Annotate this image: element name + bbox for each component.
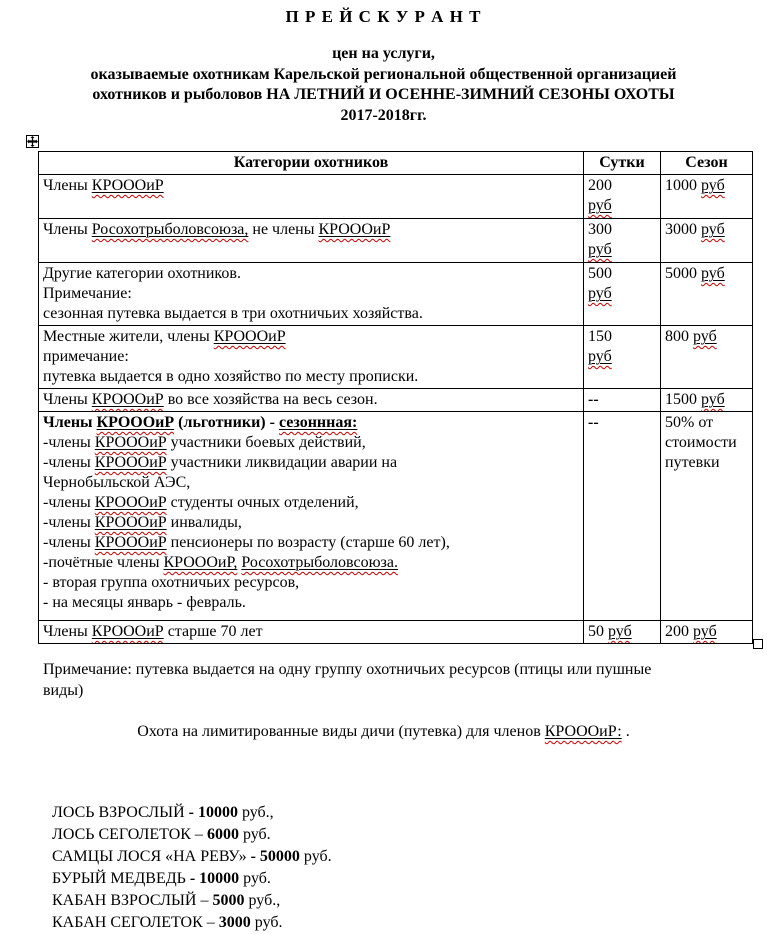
text-segment: руб	[588, 348, 612, 365]
cell-line	[588, 413, 656, 433]
text-segment: -члены	[43, 454, 95, 471]
text-segment: Росохотрыболовсоюза.	[241, 554, 398, 571]
text-segment: участники ликвидации аварии на	[166, 454, 398, 471]
text-segment: - 10000	[189, 870, 240, 887]
text-segment: пенсионеры по возрасту (старше 60 лет),	[166, 534, 450, 551]
cell-line	[43, 220, 579, 240]
text-segment: руб.	[238, 826, 271, 843]
table-cell	[661, 621, 753, 644]
text-segment: руб.,	[237, 804, 274, 821]
text-segment: 300	[588, 221, 612, 238]
text-segment: руб	[693, 328, 717, 345]
price-list-item	[52, 802, 332, 824]
document-title: П Р Е Й С К У Р А Н Т	[285, 7, 482, 26]
text-segment: ЛОСЬ ВЗРОСЛЫЙ	[52, 804, 189, 821]
cell-line	[588, 327, 656, 347]
text-segment: 200	[588, 177, 612, 194]
text-segment: БУРЫЙ МЕДВЕДЬ	[52, 870, 190, 887]
text-segment: сезонная путевка выдается в три охотничьих хозяйства.	[43, 305, 423, 322]
cell-line	[665, 220, 748, 240]
cell-line	[43, 593, 579, 613]
text-segment: руб	[693, 623, 717, 640]
price-table-body	[39, 175, 753, 644]
text-segment: 5000	[212, 892, 245, 909]
text-segment: 6000	[206, 826, 239, 843]
text-segment: 5000	[665, 265, 701, 282]
cell-line	[665, 453, 748, 473]
text-segment: ЛОСЬ СЕГОЛЕТОК –	[52, 826, 207, 843]
text-segment: руб	[588, 197, 612, 214]
text-segment: 150	[588, 328, 612, 345]
text-segment: - 10000	[188, 804, 238, 821]
text-segment: КРОООиР	[96, 414, 175, 431]
text-segment: КРОООиР	[91, 623, 164, 640]
subtitle-line: охотников и рыболовов НА ЛЕТНИЙ И ОСЕННЕ-ЗИМНИЙ СЕЗОНЫ ОХОТЫ	[92, 86, 675, 103]
price-table	[38, 151, 753, 644]
table-cell	[39, 389, 584, 412]
text-segment: .	[621, 723, 630, 740]
text-segment: Члены	[43, 221, 92, 238]
cell-line	[43, 473, 579, 493]
text-segment: -члены	[43, 434, 95, 451]
table-row	[39, 175, 753, 219]
cell-line	[588, 220, 656, 240]
text-segment: Примечание:	[43, 285, 132, 302]
text-segment: КРОООиР	[318, 221, 391, 238]
text-segment: участники боевых действий,	[166, 434, 366, 451]
table-row	[39, 326, 753, 389]
text-segment: Чернобыльской АЭС,	[43, 474, 191, 491]
text-segment: руб	[588, 241, 612, 258]
text-segment: руб.	[250, 914, 283, 931]
table-move-handle[interactable]	[26, 135, 39, 148]
table-row	[39, 263, 753, 326]
note-line: Примечание: путевка выдается на одну группу охотничьих ресурсов (птицы или пушные	[43, 661, 652, 678]
text-segment: студенты очных отделений,	[166, 494, 359, 511]
cell-line	[665, 390, 748, 410]
table-header-row	[39, 152, 753, 175]
text-segment: Члены	[43, 623, 92, 640]
text-segment: 50	[588, 623, 608, 640]
cell-line	[43, 622, 579, 642]
table-cell	[584, 326, 661, 389]
text-segment: руб.	[239, 870, 271, 887]
cell-line	[43, 533, 579, 553]
text-segment: стоимости	[665, 434, 737, 451]
text-segment: 3000	[218, 914, 251, 931]
text-segment: - на месяцы январь - февраль.	[43, 594, 246, 611]
text-segment: 1000	[665, 177, 701, 194]
cell-line	[43, 176, 579, 196]
text-segment: Члены	[43, 391, 92, 408]
price-list-item	[52, 912, 332, 934]
cell-line	[665, 622, 748, 642]
text-segment: - вторая группа охотничьих ресурсов,	[43, 574, 300, 591]
table-cell	[584, 621, 661, 644]
table-resize-handle[interactable]	[753, 639, 763, 649]
text-segment: 50% от	[665, 414, 714, 431]
table-cell	[584, 263, 661, 326]
table-row	[39, 219, 753, 263]
table-cell	[39, 412, 584, 621]
text-segment: руб	[588, 285, 612, 302]
text-segment: не члены	[248, 221, 319, 238]
text-segment: - 50000	[250, 848, 300, 865]
cell-line	[665, 327, 748, 347]
text-segment: 1500	[665, 391, 701, 408]
note-paragraph	[43, 659, 651, 701]
text-segment: сезоннная:	[278, 414, 358, 431]
text-segment: руб	[701, 391, 725, 408]
cell-line	[588, 264, 656, 284]
table-row	[39, 412, 753, 621]
price-list-item	[52, 824, 332, 846]
text-segment: Другие категории охотников.	[43, 265, 241, 282]
cell-line	[665, 413, 748, 433]
text-segment: Члены	[43, 414, 97, 431]
text-segment: КРОООиР	[94, 434, 167, 451]
text-segment: КРОООиР	[94, 454, 167, 471]
cell-line	[43, 327, 579, 347]
cell-line	[588, 284, 656, 304]
text-segment: 800	[665, 328, 693, 345]
text-segment: Охота на лимитированные виды дичи (путевка) для членов	[137, 723, 545, 740]
cell-line	[43, 513, 579, 533]
cell-line	[43, 264, 579, 284]
cell-line	[43, 304, 579, 324]
cell-line	[43, 453, 579, 473]
text-segment: КРОООиР	[94, 534, 167, 551]
cell-line	[665, 264, 748, 284]
cell-line	[588, 196, 656, 216]
text-segment: --	[588, 391, 599, 408]
text-segment: КРОООиР	[213, 328, 286, 345]
text-segment: КРОООиР,	[163, 554, 238, 571]
table-cell	[39, 621, 584, 644]
text-segment: путевки	[665, 454, 720, 471]
document-subtitle	[0, 44, 767, 126]
col-header-categories: Категории охотников	[39, 152, 584, 175]
text-segment: руб.,	[244, 892, 281, 909]
cell-line	[588, 176, 656, 196]
text-segment: -члены	[43, 514, 95, 531]
table-cell	[39, 263, 584, 326]
cell-line	[588, 347, 656, 367]
four-way-move-arrows-icon	[27, 136, 38, 147]
table-cell	[661, 412, 753, 621]
table-cell	[39, 175, 584, 219]
text-segment: руб	[701, 177, 725, 194]
table-row	[39, 389, 753, 412]
limited-species-heading	[0, 723, 767, 741]
text-segment: руб	[701, 221, 725, 238]
cell-line	[43, 413, 579, 433]
price-list-item	[52, 868, 332, 890]
text-segment: примечание:	[43, 348, 129, 365]
text-segment: инвалиды,	[166, 514, 242, 531]
cell-line	[588, 622, 656, 642]
table-cell	[661, 389, 753, 412]
subtitle-line: 2017-2018гг.	[340, 106, 427, 124]
text-segment: путевка выдается в одно хозяйство по месту прописки.	[43, 368, 419, 385]
cell-line	[43, 390, 579, 410]
table-cell	[661, 326, 753, 389]
table-cell	[584, 389, 661, 412]
cell-line	[43, 347, 579, 367]
price-list-item	[52, 890, 332, 912]
text-segment: САМЦЫ ЛОСЯ «НА РЕВУ»	[52, 848, 251, 865]
table-cell	[661, 219, 753, 263]
text-segment: руб	[608, 623, 632, 640]
text-segment: КРОООиР	[91, 177, 164, 194]
text-segment: руб.	[299, 848, 332, 865]
text-segment: КРОООиР:	[544, 723, 622, 740]
text-segment: 200	[665, 623, 693, 640]
text-segment: КРОООиР	[94, 494, 167, 511]
cell-line	[588, 390, 656, 410]
cell-line	[43, 553, 579, 573]
subtitle-line: оказываемые охотникам Карельской региональной общественной организацией	[90, 65, 677, 83]
table-row	[39, 621, 753, 644]
text-segment: Росохотрыболовсоюза,	[91, 221, 249, 238]
cell-line	[665, 176, 748, 196]
note-line: виды)	[43, 682, 84, 699]
subtitle-line: цен на услуги,	[332, 45, 435, 62]
text-segment: КРОООиР	[91, 391, 164, 408]
text-segment: КРОООиР	[94, 514, 167, 531]
table-cell	[584, 175, 661, 219]
text-segment: --	[588, 414, 599, 431]
table-cell	[661, 175, 753, 219]
col-header-season: Сезон	[661, 152, 753, 175]
price-list	[52, 802, 332, 934]
text-segment: Местные жители, члены	[43, 328, 214, 345]
cell-line	[43, 433, 579, 453]
table-cell	[661, 263, 753, 326]
text-segment: 3000	[665, 221, 701, 238]
price-list-item	[52, 846, 332, 868]
text-segment: КАБАН ВЗРОСЛЫЙ –	[52, 892, 213, 909]
text-segment: во все хозяйства на весь сезон.	[163, 391, 378, 408]
text-segment: -члены	[43, 534, 95, 551]
text-segment: старше 70 лет	[163, 623, 263, 640]
table-cell	[39, 326, 584, 389]
text-segment: -почётные члены	[43, 554, 164, 571]
table-cell	[584, 412, 661, 621]
col-header-daily: Сутки	[584, 152, 661, 175]
cell-line	[665, 433, 748, 453]
text-segment: 500	[588, 265, 612, 282]
cell-line	[43, 493, 579, 513]
text-segment: КАБАН СЕГОЛЕТОК –	[52, 914, 219, 931]
cell-line	[43, 284, 579, 304]
cell-line	[588, 240, 656, 260]
cell-line	[43, 367, 579, 387]
text-segment: руб	[701, 265, 725, 282]
cell-line	[43, 573, 579, 593]
text-segment: -члены	[43, 494, 95, 511]
text-segment: (льготники) -	[174, 414, 279, 431]
table-cell	[584, 219, 661, 263]
text-segment: Члены	[43, 177, 92, 194]
table-cell	[39, 219, 584, 263]
